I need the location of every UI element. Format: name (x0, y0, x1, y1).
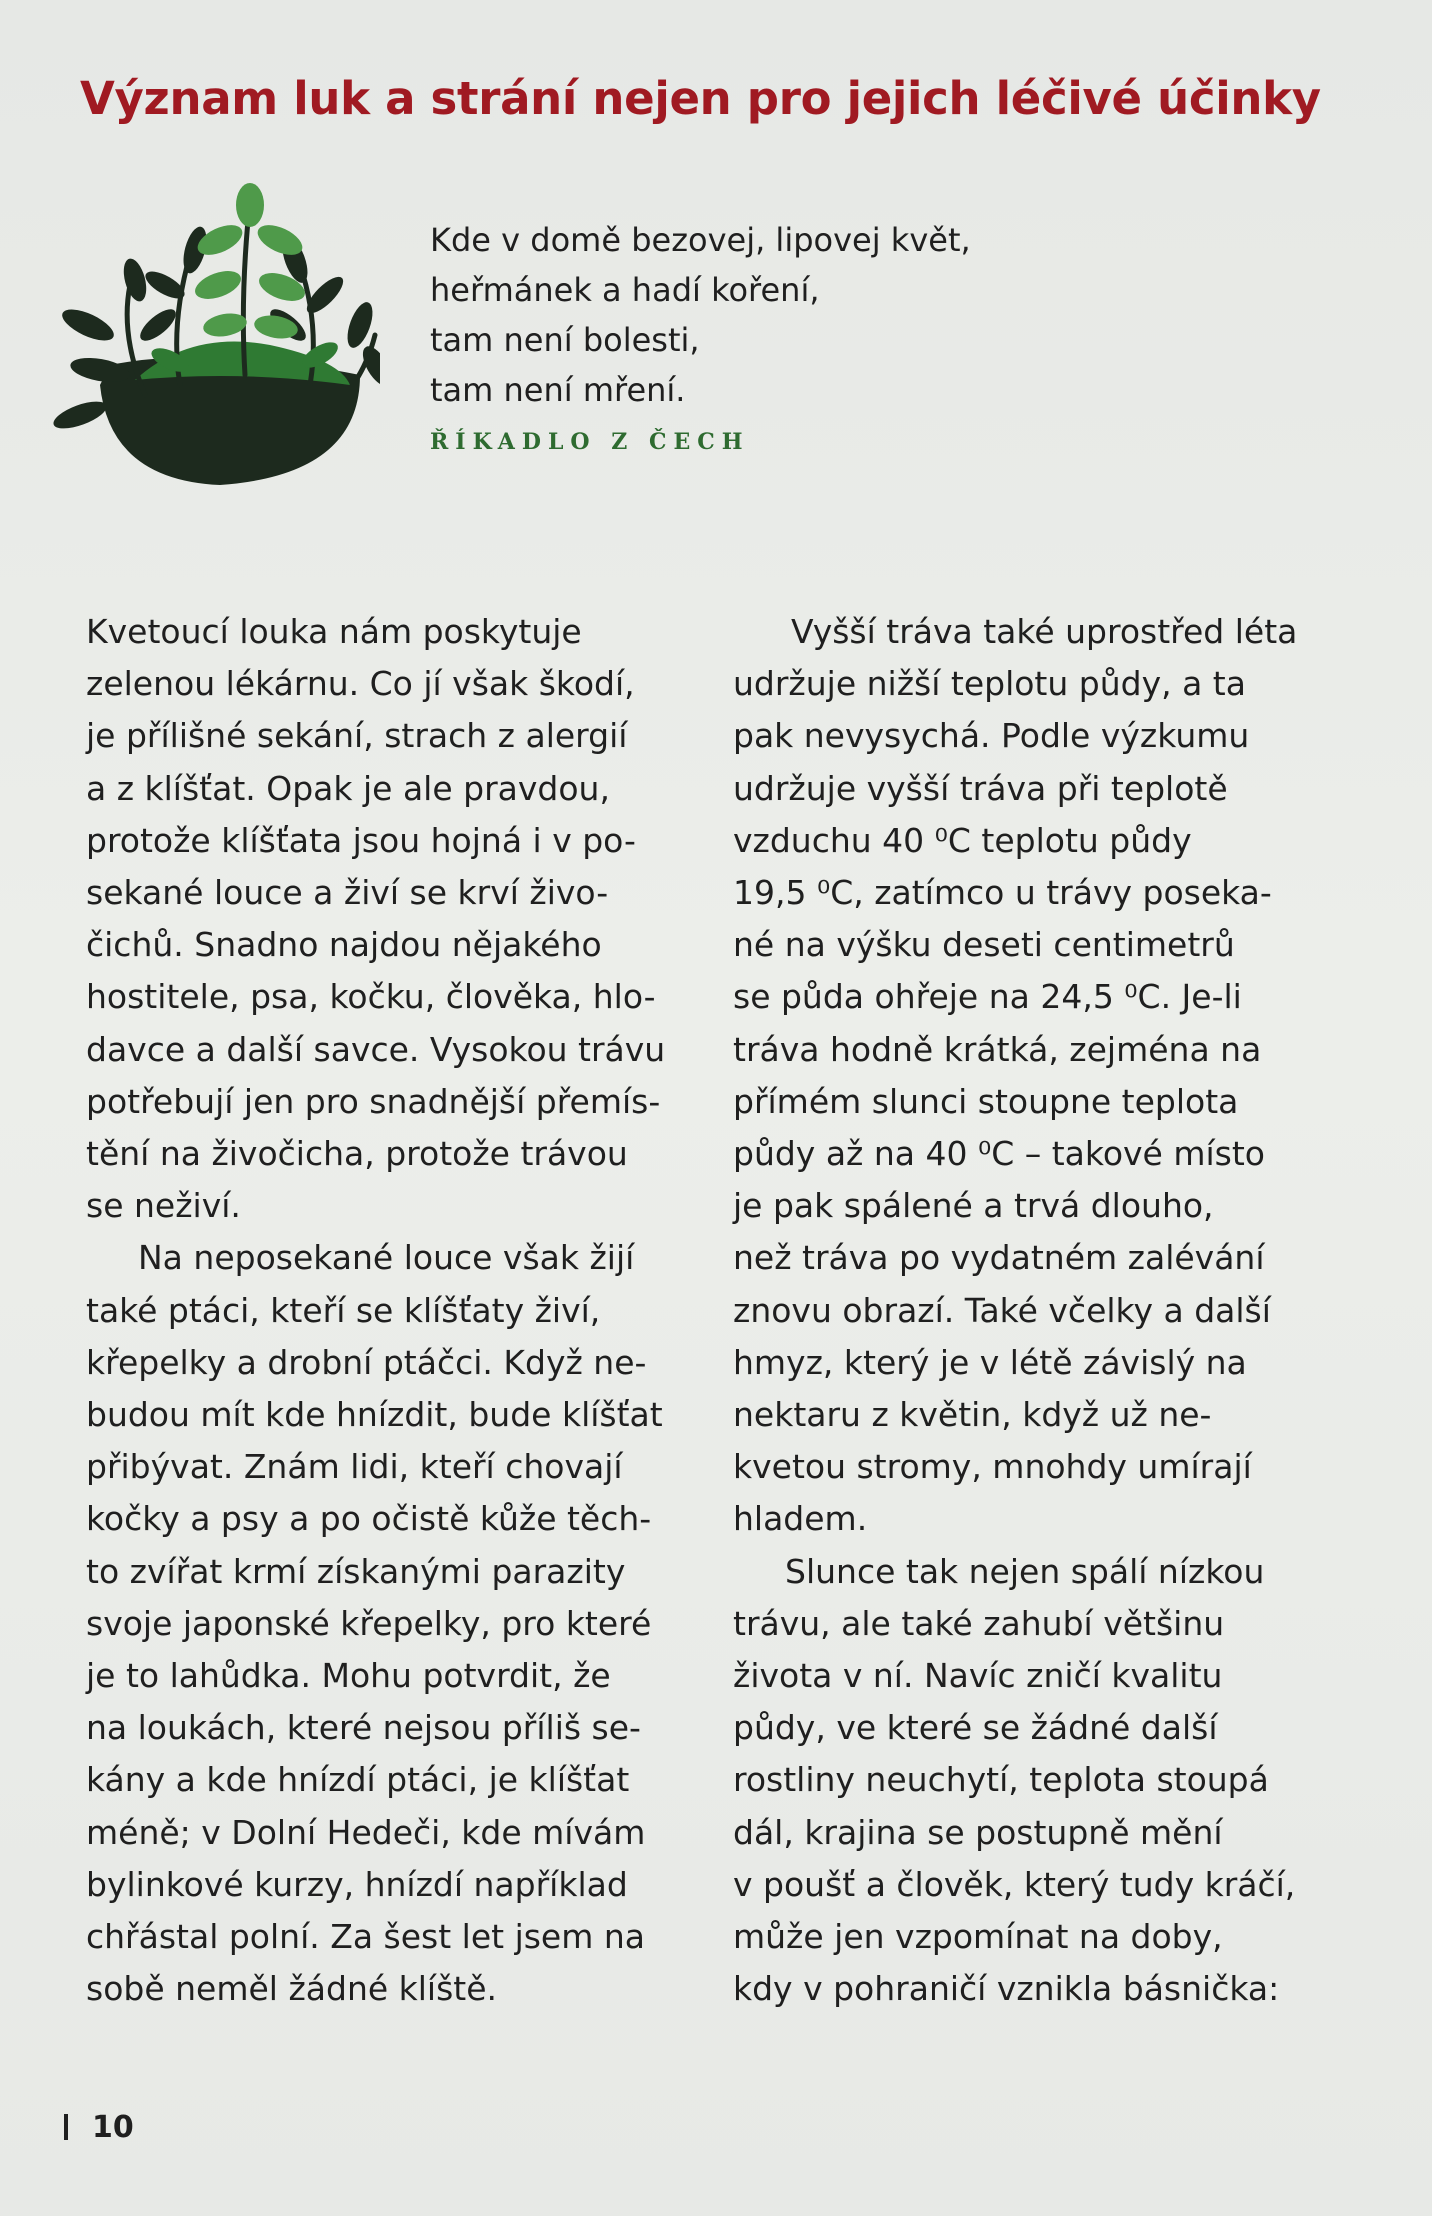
text-line: méně; v Dolní Hedeči, kde mívám (86, 1812, 646, 1852)
text-line: davce a další savce. Vysokou trávu (86, 1029, 666, 1069)
text-line: je přílišné sekání, strach z alergií (86, 716, 628, 756)
text-line: půdy, ve které se žádné další (733, 1708, 1218, 1748)
text-line: přibývat. Znám lidi, kteří chovají (86, 1447, 623, 1487)
text-line: potřebují jen pro snadnější přemís- (86, 1081, 661, 1121)
text-line: hladem. (733, 1499, 868, 1539)
text-line: znovu obrazí. Také včelky a další (733, 1290, 1271, 1330)
text-line: života v ní. Navíc zničí kvalitu (733, 1656, 1223, 1696)
text-line: tění na živočicha, protože trávou (86, 1134, 628, 1174)
text-line: zelenou lékárnu. Co jí však škodí, (86, 664, 635, 704)
text-line: kdy v pohraničí vznikla básnička: (733, 1969, 1280, 2009)
text-line: v poušť a člověk, který tudy kráčí, (733, 1864, 1296, 1904)
paragraph-start-line: Slunce tak nejen spálí nízkou (785, 1551, 1265, 1591)
text-line: trávu, ale také zahubí většinu (733, 1603, 1225, 1643)
text-line: to zvířat krmí získanými parazity (86, 1551, 626, 1591)
text-line: 19,5 ⁰C, zatímco u trávy poseka- (733, 873, 1272, 913)
text-line: kočky a psy a po očistě kůže těch- (86, 1499, 652, 1539)
text-line: sobě neměl žádné klíště. (86, 1969, 498, 2009)
text-line: kány a kde hnízdí ptáci, je klíšťat (86, 1760, 630, 1800)
text-line: také ptáci, kteří se klíšťaty živí, (86, 1290, 601, 1330)
page-number-bar (64, 2114, 68, 2140)
text-line: než tráva po vydatném zalévání (733, 1238, 1265, 1278)
text-line: dál, krajina se postupně mění (733, 1812, 1223, 1852)
text-line: bylinkové kurzy, hnízdí například (86, 1864, 628, 1904)
page-number-value: 10 (92, 2110, 134, 2145)
poem-source: ŘÍKADLO Z ČECH (430, 429, 750, 455)
poem-line: heřmánek a hadí koření, (430, 271, 820, 309)
text-line: rostliny neuchytí, teplota stoupá (733, 1760, 1269, 1800)
text-line: tráva hodně krátká, zejména na (733, 1029, 1262, 1069)
poem-line: tam není bolesti, (430, 321, 700, 359)
text-line: půdy až na 40 ⁰C – takové místo (733, 1134, 1265, 1174)
text-line: vzduchu 40 ⁰C teplotu půdy (733, 820, 1192, 860)
paragraph-start-line: Vyšší tráva také uprostřed léta (791, 612, 1298, 651)
text-line: na loukách, které nejsou příliš se- (86, 1708, 641, 1748)
text-line: svoje japonské křepelky, pro které (86, 1603, 652, 1643)
text-line: pak nevysychá. Podle výzkumu (733, 716, 1250, 756)
poem-line: tam není mření. (430, 371, 686, 409)
text-column-left (86, 606, 706, 2015)
text-line: chřástal polní. Za šest let jsem na (86, 1917, 646, 1957)
paragraph-start-line: Na neposekané louce však žijí (138, 1238, 635, 1278)
text-line: se neživí. (86, 1186, 241, 1226)
text-line: přímém slunci stoupne teplota (733, 1081, 1239, 1121)
text-line: je pak spálené a trvá dlouho, (733, 1186, 1214, 1226)
text-line: né na výšku deseti centimetrů (733, 925, 1235, 965)
plant-illustration (40, 175, 380, 495)
poem-block (430, 215, 1070, 455)
page-number (64, 2110, 134, 2145)
text-line: protože klíšťata jsou hojná i v po- (86, 820, 636, 860)
text-line: kvetou stromy, mnohdy umírají (733, 1447, 1252, 1487)
poem-line: Kde v domě bezovej, lipovej květ, (430, 221, 971, 259)
text-line: udržuje nižší teplotu půdy, a ta (733, 664, 1246, 704)
text-column-right (733, 606, 1353, 2015)
text-line: udržuje vyšší tráva při teplotě (733, 768, 1228, 808)
text-line: nektaru z květin, když už ne- (733, 1395, 1212, 1435)
text-line: čichů. Snadno najdou nějakého (86, 925, 602, 965)
text-line: hmyz, který je v létě závislý na (733, 1342, 1247, 1382)
text-line: může jen vzpomínat na doby, (733, 1917, 1223, 1957)
text-line: je to lahůdka. Mohu potvrdit, že (86, 1656, 611, 1696)
text-line: budou mít kde hnízdit, bude klíšťat (86, 1395, 663, 1435)
text-line: a z klíšťat. Opak je ale pravdou, (86, 768, 610, 808)
text-line: se půda ohřeje na 24,5 ⁰C. Je-li (733, 977, 1242, 1017)
text-line: hostitele, psa, kočku, člověka, hlo- (86, 977, 656, 1017)
page-title: Význam luk a strání nejen pro jejich léčivé účinky (80, 72, 1321, 125)
text-line: Kvetoucí louka nám poskytuje (86, 612, 582, 651)
text-line: sekané louce a živí se krví živo- (86, 873, 609, 913)
text-line: křepelky a drobní ptáčci. Když ne- (86, 1342, 647, 1382)
